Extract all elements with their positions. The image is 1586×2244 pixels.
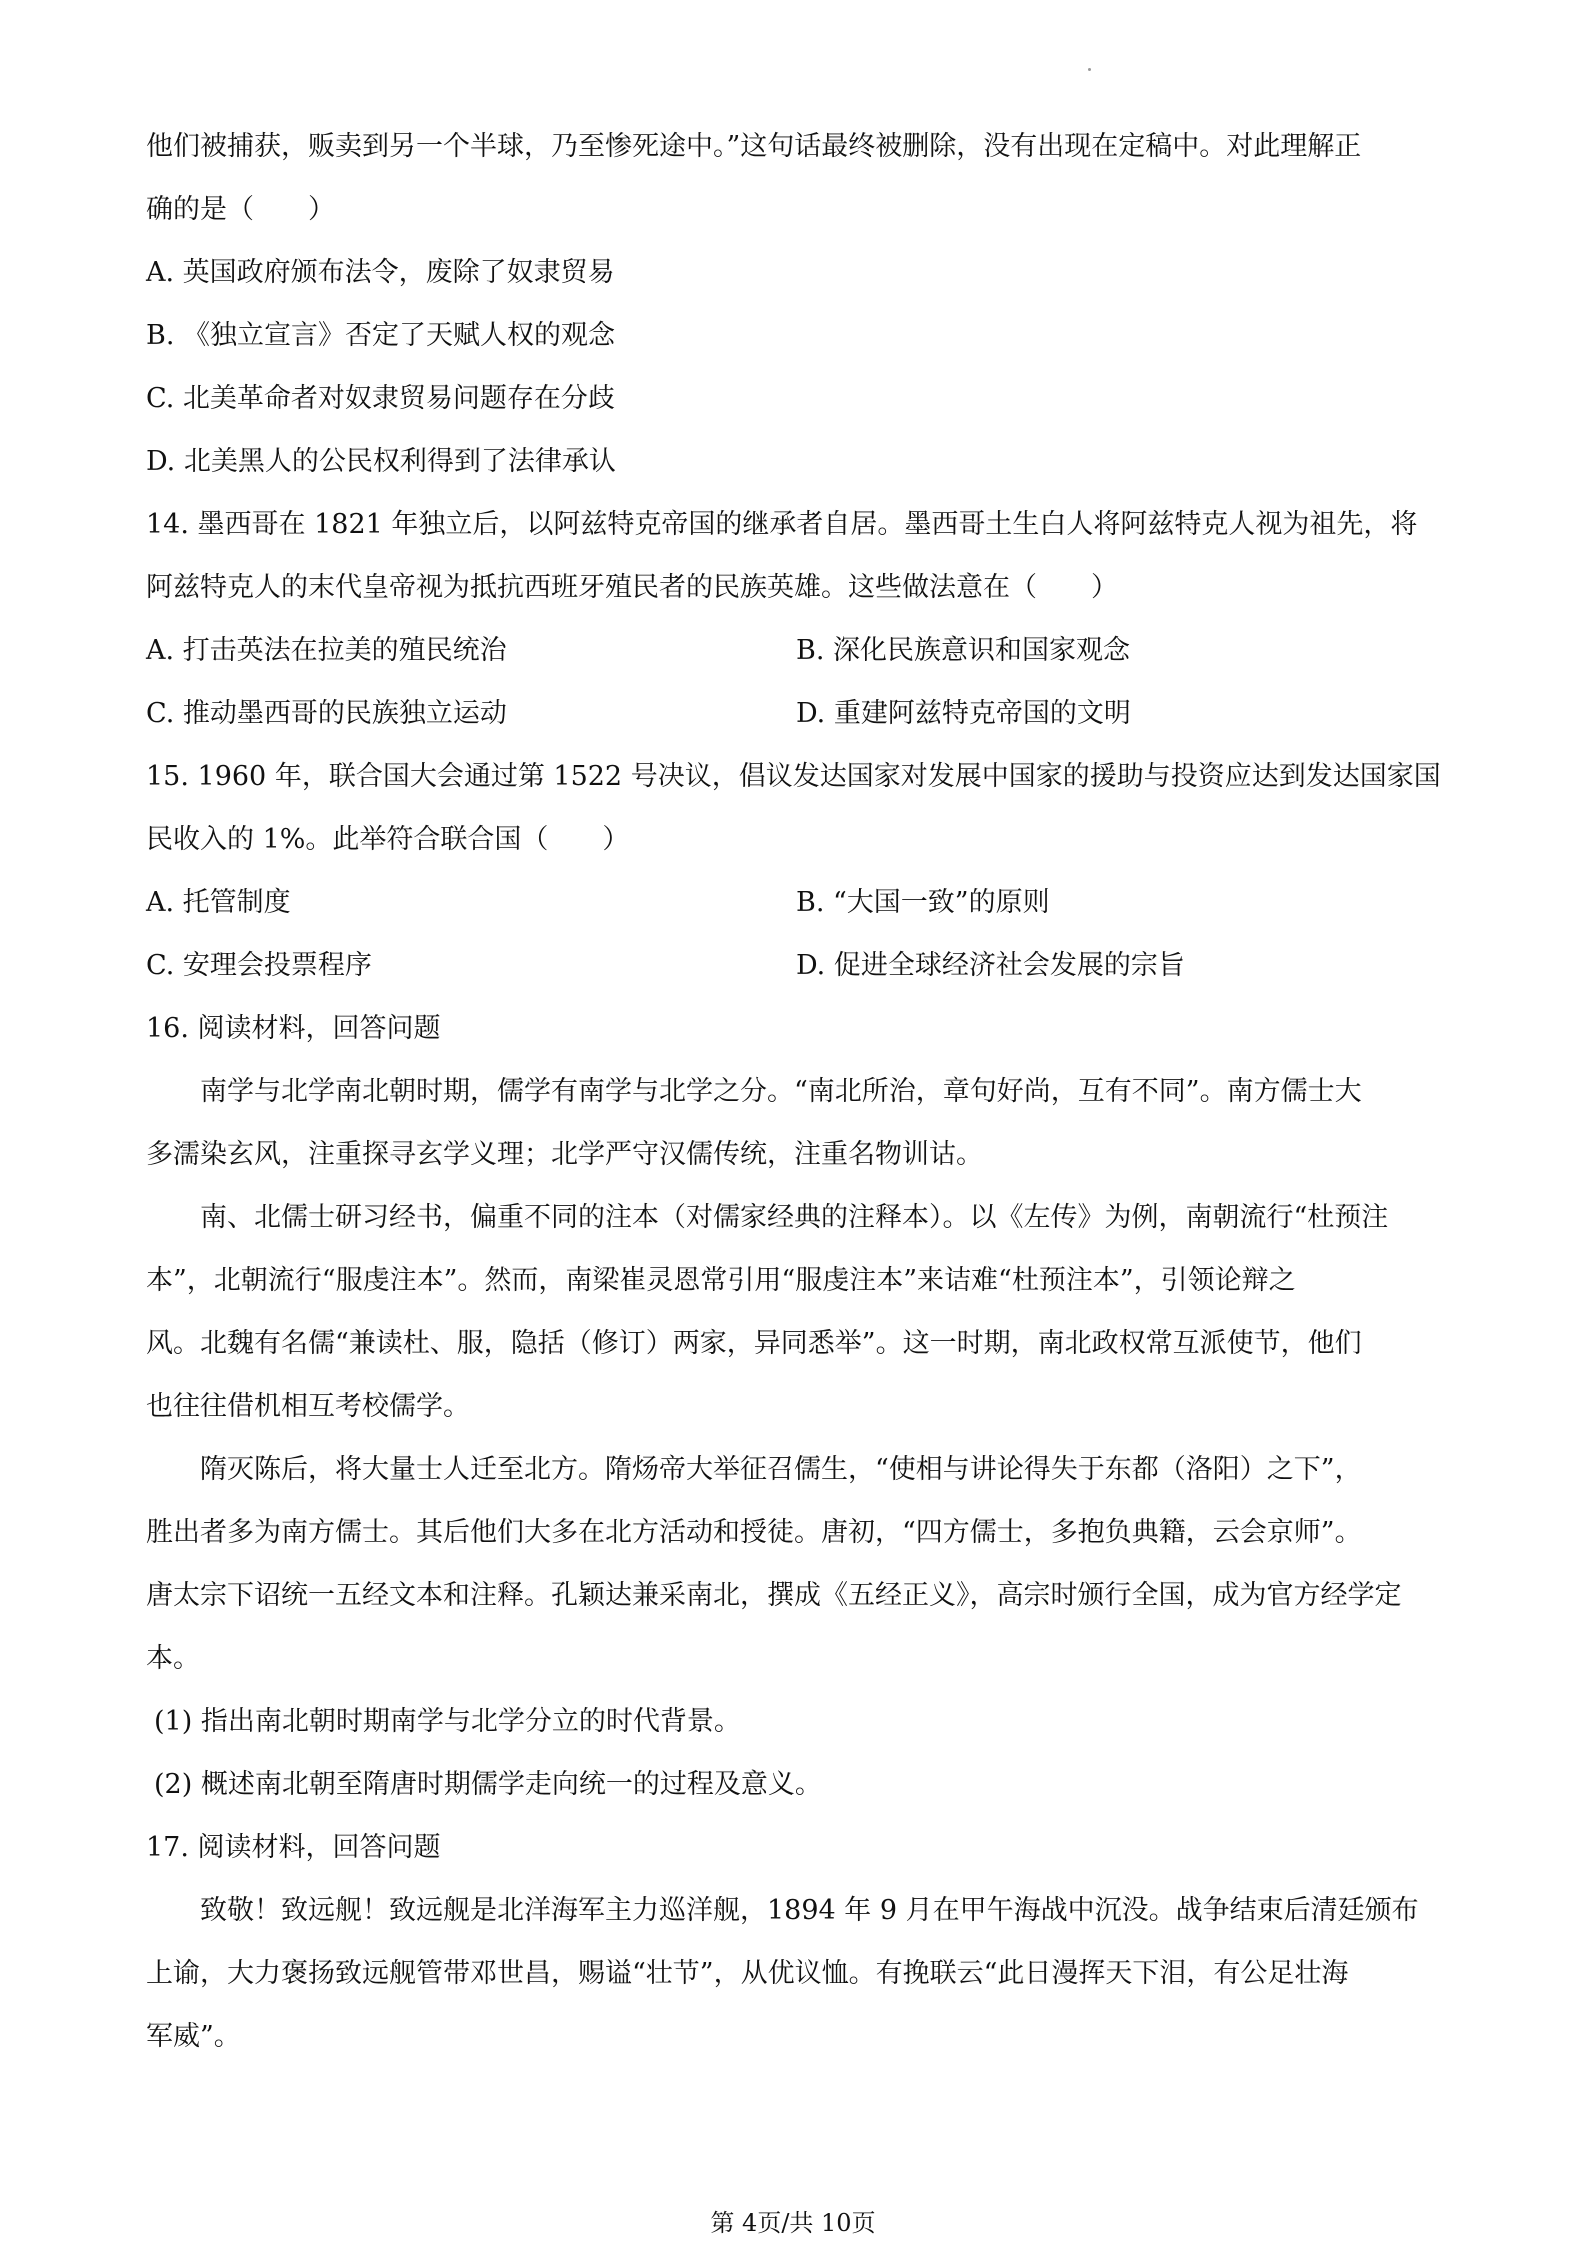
exam-page — [146, 130, 1446, 2083]
page-number-footer: 第 4页/共 10页 — [710, 2209, 876, 2237]
q14-option-c: C. 推动墨西哥的民族独立运动 — [146, 698, 507, 729]
q16-para1-line-2: 多濡染玄风，注重探寻玄学义理；北学严守汉儒传统，注重名物训诂。 — [146, 1139, 983, 1170]
q16-para3-line-1: 隋灭陈后，将大量士人迁至北方。隋炀帝大举征召儒生，“使相与讲论得失于东都（洛阳）之下”， — [200, 1454, 1362, 1485]
q16-sub-question-2: (2) 概述南北朝至隋唐时期儒学走向统一的过程及意义。 — [154, 1769, 822, 1800]
q15-stem-line-1: 15. 1960 年，联合国大会通过第 1522 号决议，倡议发达国家对发展中国家的援助与投资应达到发达国家国 — [146, 761, 1441, 792]
q14-stem-line-1: 14. 墨西哥在 1821 年独立后，以阿兹特克帝国的继承者自居。墨西哥土生白人将阿兹特克人视为祖先，将 — [146, 509, 1418, 540]
scan-dot — [1088, 68, 1091, 71]
q16-title: 16. 阅读材料，回答问题 — [146, 1013, 441, 1044]
q16-para2-line-2: 本”，北朝流行“服虔注本”。然而，南梁崔灵恩常引用“服虔注本”来诘难“杜预注本”，引领论辩之 — [146, 1265, 1296, 1296]
question-17 — [146, 1831, 1446, 2083]
q17-para1-line-1: 致敬！致远舰！致远舰是北洋海军主力巡洋舰，1894 年 9 月在甲午海战中沉没。战争结束后清廷颁布 — [200, 1895, 1419, 1926]
q15-option-b: B. “大国一致”的原则 — [796, 887, 1050, 918]
q13-option-b: B. 《独立宣言》否定了天赋人权的观念 — [146, 320, 616, 351]
q13-option-c: C. 北美革命者对奴隶贸易问题存在分歧 — [146, 383, 615, 414]
q15-option-a: A. 托管制度 — [146, 887, 291, 918]
question-13 — [146, 130, 1446, 508]
q16-para3-line-4: 本。 — [146, 1643, 200, 1674]
q16-para1-line-1: 南学与北学南北朝时期，儒学有南学与北学之分。“南北所治，章句好尚，互有不同”。南方儒士大 — [200, 1076, 1362, 1107]
q16-material-para-1 — [146, 1075, 1446, 1201]
q14-options-row-2 — [146, 697, 1446, 760]
q16-para2-line-3: 风。北魏有名儒“兼读杜、服，隐括（修订）两家，异同悉举”。这一时期，南北政权常互派使节，他们 — [146, 1328, 1362, 1359]
q13-stem-line-2: 确的是（ ） — [146, 194, 335, 225]
question-14 — [146, 508, 1446, 760]
q14-option-d: D. 重建阿兹特克帝国的文明 — [796, 698, 1131, 729]
q15-stem-line-2: 民收入的 1%。此举符合联合国（ ） — [146, 824, 630, 855]
q14-option-b: B. 深化民族意识和国家观念 — [796, 635, 1131, 666]
q17-title: 17. 阅读材料，回答问题 — [146, 1832, 441, 1863]
q16-para2-line-4: 也往往借机相互考校儒学。 — [146, 1391, 470, 1422]
q16-para3-line-3: 唐太宗下诏统一五经文本和注释。孔颖达兼采南北，撰成《五经正义》，高宗时颁行全国，成为官方经学定 — [146, 1580, 1402, 1611]
question-15 — [146, 760, 1446, 1012]
q15-options-row-2 — [146, 949, 1446, 1012]
q15-option-c: C. 安理会投票程序 — [146, 950, 372, 981]
q15-options-row-1 — [146, 886, 1446, 949]
q16-material-para-2 — [146, 1201, 1446, 1453]
q13-option-a: A. 英国政府颁布法令，废除了奴隶贸易 — [146, 257, 615, 288]
q14-stem-line-2: 阿兹特克人的末代皇帝视为抵抗西班牙殖民者的民族英雄。这些做法意在（ ） — [146, 572, 1118, 603]
q14-options-row-1 — [146, 634, 1446, 697]
q16-para3-line-2: 胜出者多为南方儒士。其后他们大多在北方活动和授徒。唐初，“四方儒士，多抱负典籍，云会京师”。 — [146, 1517, 1362, 1548]
q17-para1-line-3: 军威”。 — [146, 2021, 241, 2052]
q16-para2-line-1: 南、北儒士研习经书，偏重不同的注本（对儒家经典的注释本）。以《左传》为例，南朝流行“杜预注 — [200, 1202, 1389, 1233]
q16-material-para-3 — [146, 1453, 1446, 1705]
q15-option-d: D. 促进全球经济社会发展的宗旨 — [796, 950, 1185, 981]
q13-option-d: D. 北美黑人的公民权利得到了法律承认 — [146, 446, 616, 477]
q14-option-a: A. 打击英法在拉美的殖民统治 — [146, 635, 507, 666]
q16-sub-question-1: (1) 指出南北朝时期南学与北学分立的时代背景。 — [154, 1706, 741, 1737]
q17-para1-line-2: 上谕，大力褒扬致远舰管带邓世昌，赐谥“壮节”，从优议恤。有挽联云“此日漫挥天下泪，有公足壮海 — [146, 1958, 1349, 1989]
q13-stem-line-1: 他们被捕获，贩卖到另一个半球，乃至惨死途中。”这句话最终被删除，没有出现在定稿中。对此理解正 — [146, 131, 1362, 162]
question-16 — [146, 1012, 1446, 1831]
